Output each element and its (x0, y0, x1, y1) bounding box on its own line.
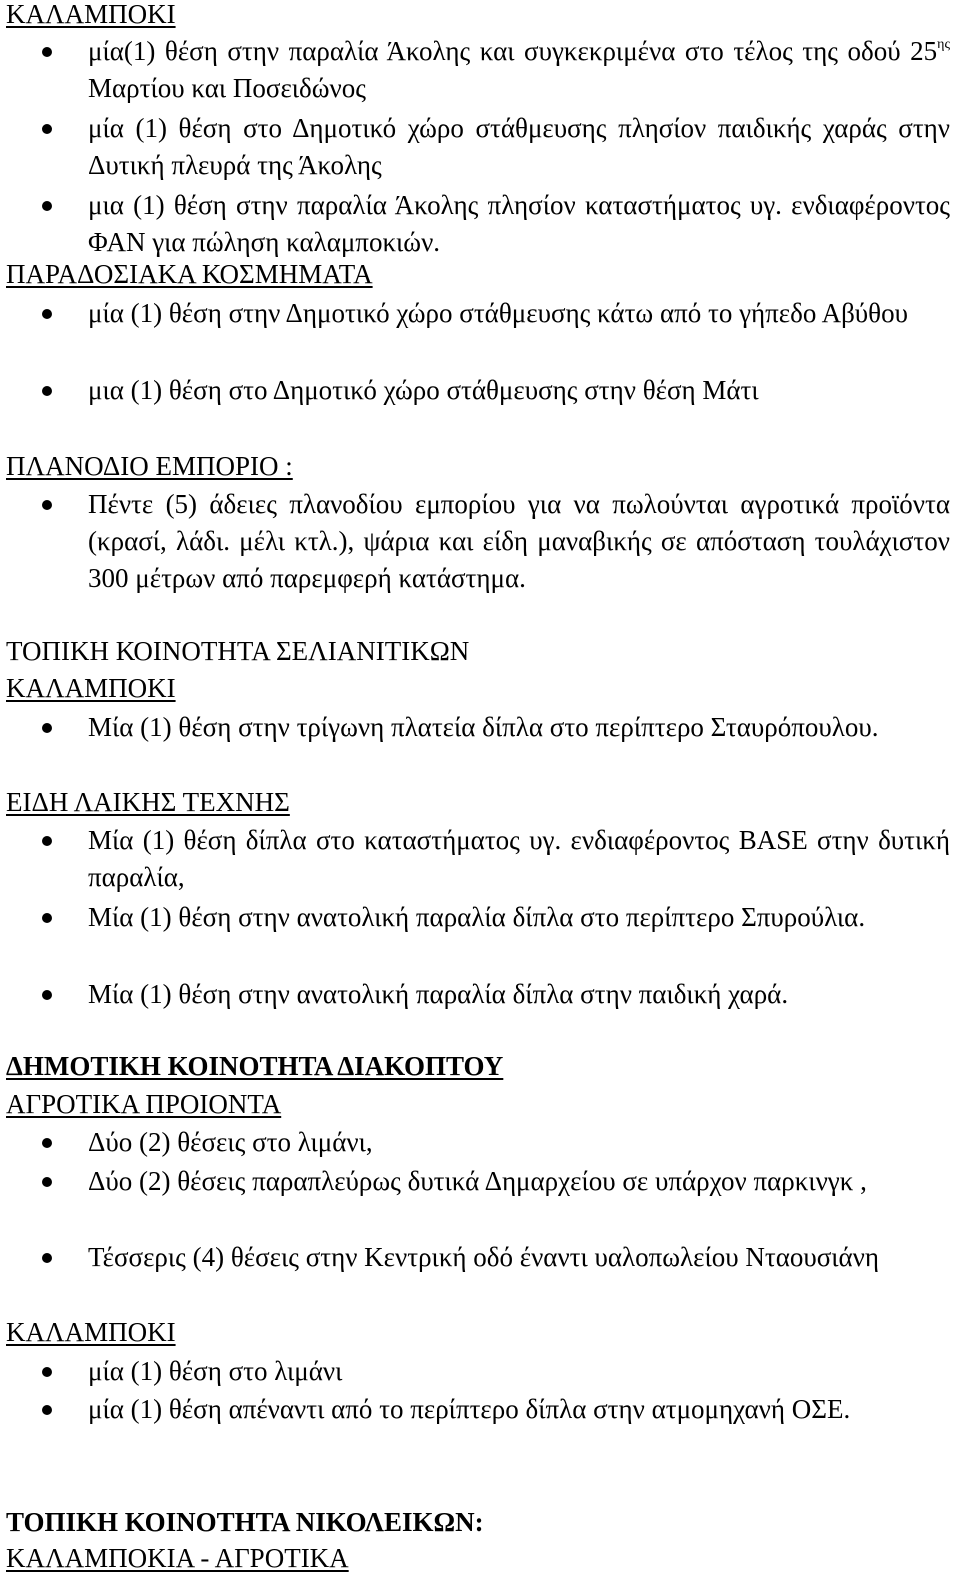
section-heading-kalampokia-agrotika: ΚΑΛΑΜΠΟΚΙΑ - ΑΓΡΟΤΙΚΑ (6, 1543, 349, 1573)
list-item-text: μία(1) θέση στην παραλία Άκολης και συγκεκριμένα στο τέλος της οδού $25^{\eta\varsigma}$ Μαρτίου και Ποσειδώνος (88, 36, 950, 103)
bullet-icon (42, 1367, 52, 1377)
bullet-icon (42, 1253, 52, 1263)
bullet-icon (42, 1138, 52, 1148)
list-item-text: Πέντε (5) άδειες πλανοδίου εμπορίου για να πωλούνται αγροτικά προϊόντα (κρασί, λάδι. μέλι κτλ.), ψάρια και είδη μαναβικής σε απόσταση τουλάχιστον 300 μέτρων από παρεμφερή κατάστημα. (88, 489, 950, 593)
bullet-icon (42, 1405, 52, 1415)
list-item-text: μία (1) θέση στην Δημοτικό χώρο στάθμευσης κάτω από το γήπεδο Αβύθου (88, 298, 908, 328)
list-item-text: μια (1) θέση στην παραλία Άκολης πλησίον καταστήματος υγ. ενδιαφέροντος ΦΑΝ για πώληση καλαμποκιών. (88, 190, 950, 257)
bullet-icon (42, 500, 52, 510)
bullet-icon (42, 1177, 52, 1187)
section-heading-kalampoki: ΚΑΛΑΜΠΟΚΙ (6, 0, 176, 29)
list-item-text: Μία (1) θέση στην ανατολική παραλία δίπλα στο περίπτερο Σπυρούλια. (88, 902, 866, 932)
bullet-icon (42, 309, 52, 319)
section-heading-paradosiaka-kosmimata: ΠΑΡΑΔΟΣΙΑΚΑ ΚΟΣΜΗΜΑΤΑ (6, 259, 373, 289)
section-heading-nikoleika: ΤΟΠΙΚΗ ΚΟΙΝΟΤΗΤΑ ΝΙΚΟΛΕΙΚΩΝ: (6, 1507, 484, 1537)
bullet-icon (42, 124, 52, 134)
section-heading-selianitika: ΤΟΠΙΚΗ ΚΟΙΝΟΤΗΤΑ ΣΕΛΙΑΝΙΤΙΚΩΝ (6, 636, 470, 666)
section-heading-eidi-laikis-texnis: ΕΙΔΗ ΛΑΙΚΗΣ ΤΕΧΝΗΣ (6, 787, 290, 817)
list-item-text: Δύο (2) θέσεις στο λιμάνι, (88, 1127, 373, 1157)
list-item-text: Μία (1) θέση στην τρίγωνη πλατεία δίπλα στο περίπτερο Σταυρόπουλου. (88, 712, 879, 742)
bullet-icon (42, 836, 52, 846)
bullet-icon (42, 386, 52, 396)
list-item-text: Μία (1) θέση δίπλα στο καταστήματος υγ. ενδιαφέροντος BASE στην δυτική παραλία, (88, 825, 950, 892)
bullet-icon (42, 990, 52, 1000)
list-item-text: Δύο (2) θέσεις παραπλεύρως δυτικά Δημαρχείου σε υπάρχον παρκινγκ , (88, 1166, 867, 1196)
bullet-icon (42, 913, 52, 923)
bullet-icon (42, 201, 52, 211)
section-heading-kalampoki: ΚΑΛΑΜΠΟΚΙ (6, 673, 176, 703)
list-item-text: μια (1) θέση στο Δημοτικό χώρο στάθμευσης στην θέση Μάτι (88, 375, 759, 405)
section-heading-planodio-emporio: ΠΛΑΝΟΔΙΟ ΕΜΠΟΡΙΟ : (6, 451, 293, 481)
list-item-text: μία (1) θέση στο λιμάνι (88, 1356, 343, 1386)
list-item-text: μία (1) θέση στο Δημοτικό χώρο στάθμευσης πλησίον παιδικής χαράς στην Δυτική πλευρά της Άκολης (88, 113, 950, 180)
list-item-text: μία (1) θέση απέναντι από το περίπτερο δίπλα στην ατμομηχανή ΟΣΕ. (88, 1394, 851, 1424)
section-heading-kalampoki: ΚΑΛΑΜΠΟΚΙ (6, 1317, 176, 1347)
section-heading-diakopto: ΔΗΜΟΤΙΚΗ ΚΟΙΝΟΤΗΤΑ ΔΙΑΚΟΠΤΟΥ (6, 1051, 504, 1081)
list-item-text: Μία (1) θέση στην ανατολική παραλία δίπλα στην παιδική χαρά. (88, 979, 789, 1009)
section-heading-agrotika-proionta: ΑΓΡΟΤΙΚΑ ΠΡΟΙΟΝΤΑ (6, 1089, 282, 1119)
bullet-icon (42, 47, 52, 57)
bullet-icon (42, 723, 52, 733)
list-item-text: Τέσσερις (4) θέσεις στην Κεντρική οδό έναντι υαλοπωλείου Νταουσιάνη (88, 1242, 880, 1272)
